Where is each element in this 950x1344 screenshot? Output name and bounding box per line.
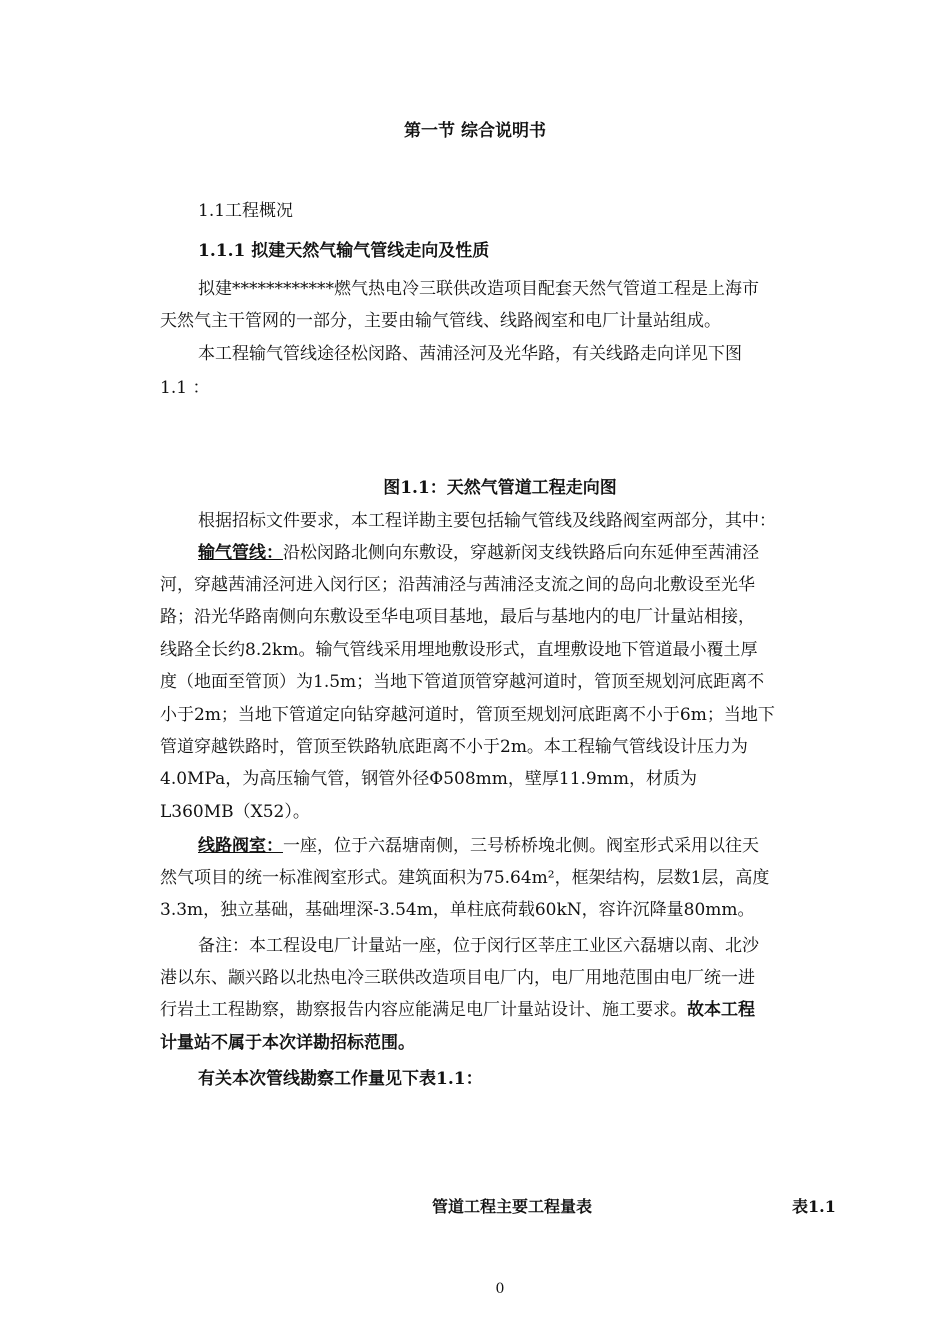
figure-caption: 图1.1：天然气管道工程走向图 xyxy=(383,478,617,498)
page-title: 第一节 综合说明书 xyxy=(404,121,546,141)
table-number: 表1.1 xyxy=(792,1197,836,1216)
pipeline-paragraph-line: 线路全长约8.2km。输气管线采用埋地敷设形式，直埋敷设地下管道最小覆土厚 xyxy=(160,640,758,660)
pipeline-paragraph-line: 4.0MPa，为高压输气管，钢管外径Φ508mm，壁厚11.9mm，材质为 xyxy=(160,769,697,789)
note-paragraph-line: 港以东、颛兴路以北热电冷三联供改造项目电厂内，电厂用地范围由电厂统一进 xyxy=(160,968,755,988)
paragraph-line: 本工程输气管线途径松闵路、茜浦泾河及光华路，有关线路走向详见下图 xyxy=(198,344,742,364)
subsection-heading: 1.1.1 拟建天然气输气管线走向及性质 xyxy=(198,241,490,261)
pipeline-paragraph-line: L360MB（X52）。 xyxy=(160,802,310,822)
pipeline-label: 输气管线： xyxy=(198,543,283,563)
paragraph-line: 拟建************燃气热电冷三联供改造项目配套天然气管道工程是上海市 xyxy=(198,279,759,299)
table-caption: 管道工程主要工程量表 xyxy=(432,1197,593,1216)
paragraph-line: 天然气主干管网的一部分，主要由输气管线、线路阀室和电厂计量站组成。 xyxy=(160,311,721,331)
pipeline-paragraph-line: 管道穿越铁路时，管顶至铁路轨底距离不小于2m。本工程输气管线设计压力为 xyxy=(160,737,748,757)
valve-label: 线路阀室： xyxy=(198,836,283,856)
intro-paragraph: 根据招标文件要求，本工程详勘主要包括输气管线及线路阀室两部分，其中： xyxy=(198,511,776,531)
note-emphasis: 故本工程 xyxy=(687,1000,755,1020)
pipeline-paragraph-line: 河，穿越茜浦泾河进入闵行区；沿茜浦泾与茜浦泾支流之间的岛向北敷设至光华 xyxy=(160,575,755,595)
valve-paragraph-line: 3.3m，独立基础，基础埋深-3.54m，单柱底荷载60kN，容许沉降量80mm。 xyxy=(160,900,755,920)
workload-paragraph: 有关本次管线勘察工作量见下表1.1： xyxy=(198,1069,483,1089)
pipeline-paragraph-line: 输气管线：沿松闵路北侧向东敷设，穿越新闵支线铁路后向东延伸至茜浦泾 xyxy=(198,543,759,563)
note-emphasis: 计量站不属于本次详勘招标范围。 xyxy=(160,1033,415,1053)
pipeline-paragraph-line: 小于2m；当地下管道定向钻穿越河道时，管顶至规划河底距离不小于6m；当地下 xyxy=(160,705,775,725)
pipeline-paragraph-line: 路；沿光华路南侧向东敷设至华电项目基地，最后与基地内的电厂计量站相接， xyxy=(160,607,755,627)
note-paragraph-line: 备注：本工程设电厂计量站一座，位于闵行区莘庄工业区六磊塘以南、北沙 xyxy=(198,936,759,956)
valve-paragraph-line: 线路阀室：一座，位于六磊塘南侧，三号桥桥堍北侧。阀室形式采用以往天 xyxy=(198,836,759,856)
page-number: 0 xyxy=(495,1281,505,1297)
pipeline-paragraph-line: 度（地面至管顶）为1.5m；当地下管道顶管穿越河道时，管顶至规划河底距离不 xyxy=(160,672,765,692)
section-heading: 1.1工程概况 xyxy=(198,201,294,221)
paragraph-line: 1.1 ： xyxy=(160,378,210,398)
valve-paragraph-line: 然气项目的统一标准阀室形式。建筑面积为75.64m²，框架结构，层数1层，高度 xyxy=(160,868,770,888)
note-paragraph-line: 行岩土工程勘察，勘察报告内容应能满足电厂计量站设计、施工要求。故本工程 xyxy=(160,1000,755,1020)
